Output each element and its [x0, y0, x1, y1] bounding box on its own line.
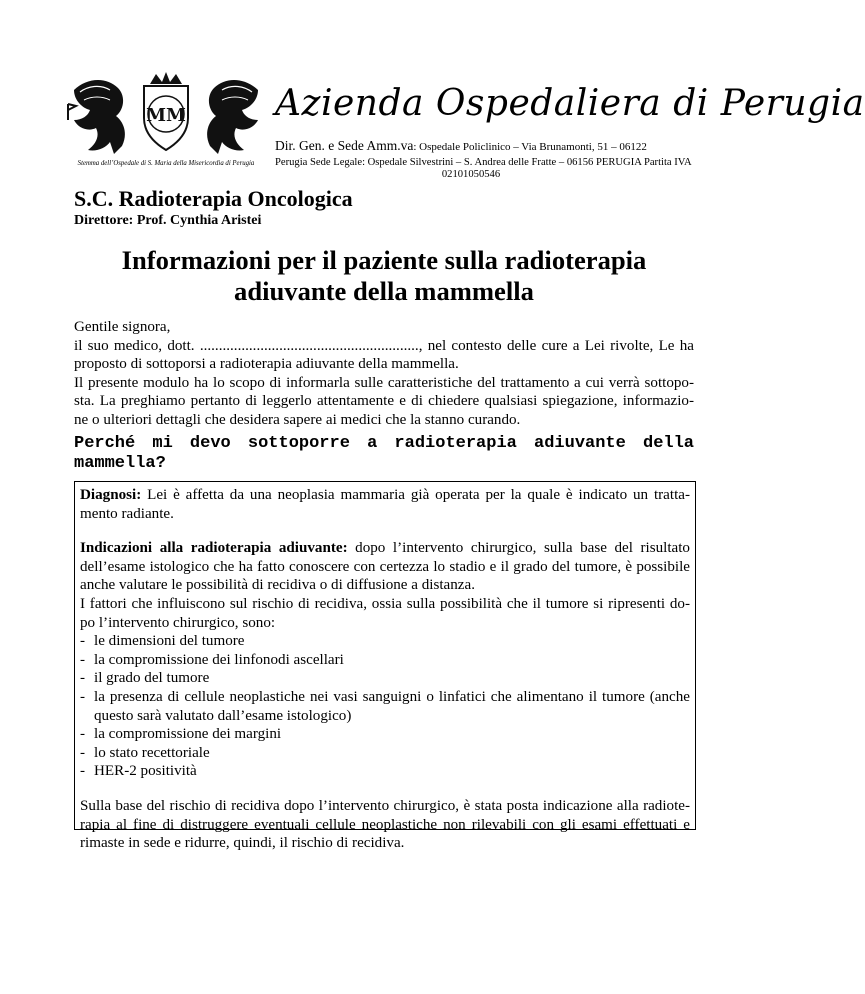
section-heading-line: mammella? [74, 454, 166, 473]
bullet-marker: - [80, 670, 86, 687]
intro-paragraph-line: il suo medico, dott. .........................................................., nel contesto delle cure a Lei rivolte, Le ha [74, 337, 694, 354]
address-line [275, 138, 647, 154]
document-title [74, 245, 694, 307]
intro-text [74, 318, 694, 430]
department-name: S.C. Radioterapia Oncologica [74, 186, 353, 211]
document-title-line: adiuvante della mammella [234, 276, 534, 306]
emblem-icon [66, 70, 266, 160]
legal-address-line: Perugia Sede Legale: Ospedale Silvestrini – S. Andrea delle Fratte – 06156 PERUGIA Partita IVA [275, 157, 692, 168]
list-item [80, 744, 690, 763]
bullet-marker: - [80, 688, 86, 705]
diagnosis-line [80, 486, 690, 505]
list-item-text: HER-2 positività [94, 763, 197, 780]
conclusion-text: Sulla base del rischio di recidiva dopo l’intervento chirurgico, è stata posta indicazione alla radiote- [80, 797, 690, 814]
list-item-text: la compromissione dei margini [94, 726, 282, 743]
emblem-caption: Stemma dell’Ospedale di S. Maria della Misericordia di Perugia [77, 160, 255, 167]
list-item-text: la presenza di cellule neoplastiche nei vasi sanguigni o linfatici che alimentano il tumore (anche [94, 688, 690, 705]
factors-intro: I fattori che influiscono sul rischio di recidiva, ossia sulla possibilità che il tumore si ripresenti do- [80, 595, 690, 612]
diagnosis-text: Lei è affetta da una neoplasia mammaria già operata per la quale è indicato un tratta- [141, 487, 690, 503]
indications-paragraph [80, 539, 690, 632]
list-item [80, 762, 690, 781]
indications-line [80, 539, 690, 558]
bullet-marker: - [80, 726, 86, 743]
list-item [80, 632, 690, 651]
list-item [80, 688, 690, 725]
indications-label: Indicazioni alla radioterapia adiuvante: [80, 540, 348, 557]
diagnosis-label: Diagnosi: [80, 487, 142, 503]
vat-number: 02101050546 [441, 169, 501, 180]
list-item-text: questo sarà valutato dall’esame istologico) [94, 707, 352, 724]
list-item-text: la compromissione dei linfonodi ascellari [94, 651, 344, 668]
list-item [80, 651, 690, 670]
diagnosis-paragraph [80, 486, 690, 523]
organization-name: Azienda Ospedaliera di Perugia [275, 83, 865, 124]
greeting: Gentile signora, [74, 319, 171, 335]
risk-factors-list [80, 632, 690, 781]
address-detail: : Ospedale Policlinico – Via Brunamonti, 51 – 06122 [413, 141, 647, 153]
conclusion-text: rimaste in sede e ridurre, quindi, il rischio di recidiva. [80, 835, 405, 852]
list-item [80, 725, 690, 744]
address-lead: Dir. Gen. e Sede Amm.va [275, 138, 414, 153]
intro-paragraph-line: sta. La preghiamo pertanto di leggerlo attentamente e di chiedere qualsiasi spiegazione, informazio- [74, 393, 694, 410]
bullet-marker: - [80, 651, 86, 668]
intro-paragraph-line: ne o ulteriori dettagli che desidera sapere ai medici che la stanno curando. [74, 411, 521, 428]
factors-intro: po l’intervento chirurgico, sono: [80, 614, 276, 631]
indications-text: anche valutare le possibilità di recidiva o di diffusione a distanza. [80, 577, 475, 594]
hospital-emblem [66, 70, 266, 170]
indications-text: dell’esame istologico che ha fatto conoscere con certezza lo stadio e il grado del tumore, è possibile [80, 558, 690, 575]
document-title-line: Informazioni per il paziente sulla radioterapia [121, 245, 647, 275]
diagnosis-text: mento radiante. [80, 505, 174, 522]
info-box [74, 481, 696, 852]
bullet-marker: - [80, 763, 86, 780]
bullet-marker: - [80, 744, 86, 761]
svg-text:MM: MM [146, 105, 186, 126]
list-item-text: il grado del tumore [94, 670, 210, 687]
intro-paragraph-line: proposto di sottoporsi a radioterapia adiuvante della mammella. [74, 356, 459, 373]
intro-paragraph-line: Il presente modulo ha lo scopo di informarla sulle caratteristiche del trattamento a cui verrà sottopo- [74, 374, 694, 391]
indications-text: dopo l’intervento chirurgico, sulla base del risultato [347, 540, 690, 557]
department-director: Direttore: Prof. Cynthia Aristei [74, 213, 262, 228]
section-heading [74, 434, 694, 474]
list-item-text: le dimensioni del tumore [94, 633, 245, 650]
list-item [80, 669, 690, 688]
bullet-marker: - [80, 633, 86, 650]
list-item-text: lo stato recettoriale [94, 744, 210, 761]
conclusion-paragraph [80, 797, 690, 853]
conclusion-text: rapia al fine di distruggere eventuali cellule neoplastiche non rilevabili con gli esami effettuati e [80, 816, 690, 833]
section-heading-line: Perché mi devo sottoporre a radioterapia adiuvante della [74, 434, 694, 453]
